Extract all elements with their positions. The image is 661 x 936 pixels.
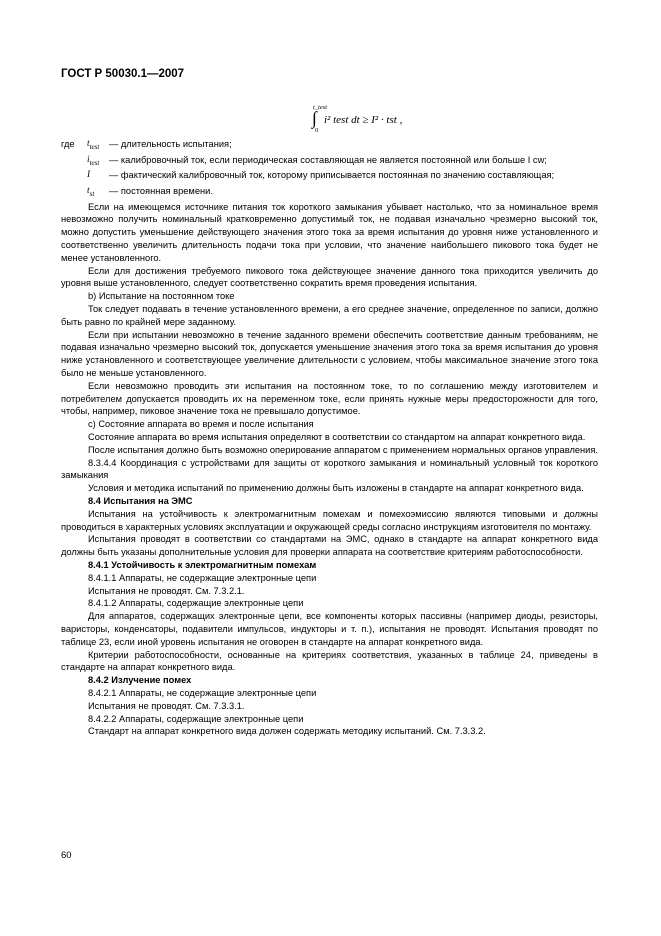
document-header: ГОСТ Р 50030.1—2007 xyxy=(61,68,185,80)
page-number: 60 xyxy=(61,850,72,861)
paragraph: 8.4.2.2 Аппараты, содержащие электронные цепи xyxy=(88,713,304,724)
paragraph: Ток следует подавать в течение установленного времени, а его среднее значение, определенное по записи, должно быть равно по крайней мере заданному. xyxy=(61,304,598,327)
paragraph: с) Состояние аппарата во время и после испытания xyxy=(88,419,314,430)
paragraph: Если невозможно проводить эти испытания на постоянном токе, то по соглашению между изготовителем и потребителем допускается проводить их на переменном токе, если принять нужные меры предосторожности для того, чтобы, например, пиковое значение тока не превышало допустимое. xyxy=(61,380,598,417)
paragraph: Испытания не проводят. См. 7.3.2.1. xyxy=(88,585,245,596)
section-heading: 8.4.1 Устойчивость к электромагнитным помехам xyxy=(88,559,317,570)
paragraph: Если при испытании невозможно в течение заданного времени обеспечить соответствие данным требованиям, не подавая изначально чрезмерно высокий ток, допускается уменьшение значения этого тока за время испытания до уровня ниже установленного и соответствующее увеличение длительности с условием, чтобы максимальное значение этого тока было не меньше установленного. xyxy=(61,329,598,378)
paragraph: После испытания должно быть возможно оперирование аппаратом с применением нормальных органов управления. xyxy=(88,444,598,455)
paragraph: Если для достижения требуемого пикового тока действующее значение данного тока приходится увеличить до уровня выше установленного, следует соответственно сократить время проведения испытания. xyxy=(61,265,598,289)
paragraph: Если на имеющемся источнике питания ток короткого замыкания убывает настолько, что за номинальное время невозможно получить номинальный кратковременно допустимый ток, не подавая изначально чрезмерно высокий ток, можно допустить уменьшение действующего значения этого тока за время испытания до уровня ниже установленного и соответственно увеличить длительность подачи тока при условии, что значение наибольшего пикового тока будет не менее установленного. xyxy=(61,201,598,263)
paragraphs xyxy=(61,201,598,738)
symbol-subscript: st xyxy=(89,189,95,198)
definition-prefix xyxy=(61,169,87,185)
definition-text: — постоянная времени. xyxy=(109,185,213,196)
paragraph: Испытания не проводят. См. 7.3.3.1. xyxy=(88,700,245,711)
paragraph: Испытания проводят в соответствии со стандартами на ЭМС, однако в стандарте на аппарат конкретного вида должны быть указаны дополнительные условия для проверки аппарата на соответствие критериям работоспособности. xyxy=(61,534,598,558)
paragraph: Стандарт на аппарат конкретного вида должен содержать методику испытаний. См. 7.3.3.2. xyxy=(88,726,486,737)
paragraph: Критерии работоспособности, основанные на критериях соответствия, указанных в таблице 24, приведены в стандарте на аппарат конкретного вида. xyxy=(61,649,598,673)
definitions-list xyxy=(61,138,598,201)
paragraph: 8.4.2.1 Аппараты, не содержащие электронные цепи xyxy=(88,687,317,698)
definition-row xyxy=(61,185,598,201)
formula-expression: i² test dt ≥ I² · tst , xyxy=(324,114,403,126)
document-body xyxy=(61,138,598,738)
symbol-letter: I xyxy=(87,170,91,181)
definition-symbol xyxy=(87,169,109,185)
definition-symbol xyxy=(87,154,109,170)
paragraph: b) Испытание на постоянном токе xyxy=(88,291,235,302)
integral-formula xyxy=(310,104,460,136)
symbol-letter: t xyxy=(87,139,90,149)
paragraph: Для аппаратов, содержащих электронные цепи, все компоненты которых пассивны (например диоды, резисторы, варисторы, конденсаторы, подавители импульсов, индукторы и т. п.), испытания не проводят. Испытания проводят по таблице 23, если иной уровень испытания не оговорен в стандарте на аппарат конкретного вида. xyxy=(61,611,598,647)
definition-text: — калибровочный ток, если периодическая составляющая не является постоянной или больше I cw; xyxy=(109,154,547,165)
paragraph: Состояние аппарата во время испытания определяют в соответствии со стандартом на аппарат конкретного вида. xyxy=(88,431,586,442)
definition-row xyxy=(61,169,598,185)
definition-symbol xyxy=(87,138,109,154)
definition-prefix xyxy=(61,185,87,201)
section-heading: 8.4.2 Излучение помех xyxy=(88,675,192,686)
paragraph: 8.3.4.4 Координация с устройствами для защиты от короткого замыкания и номинальный условный ток короткого замыкания xyxy=(61,457,598,481)
definition-row xyxy=(61,138,598,154)
paragraph: Испытания на устойчивость к электромагнитным помехам и помехоэмиссию являются типовыми и должны проводиться в характерных условиях эксплуатации и окружающей среды согласно инструкциям изготовителя по монтажу. xyxy=(61,508,598,532)
definition-symbol xyxy=(87,185,109,201)
definition-prefix: где xyxy=(61,139,75,149)
paragraph: Условия и методика испытаний по применению должны быть изложены в стандарте на аппарат конкретного вида. xyxy=(88,483,584,494)
integral-lower-limit: 0 xyxy=(315,127,319,134)
integral-upper-limit: t_test xyxy=(313,104,328,111)
definition-prefix xyxy=(61,154,87,170)
definition-text: — длительность испытания; xyxy=(109,139,232,149)
integral-sign-icon: ∫ xyxy=(312,108,317,128)
definition-row xyxy=(61,154,598,170)
definition-text: — фактический калибровочный ток, которому приписывается постоянная по значению составляющая; xyxy=(109,170,555,181)
symbol-letter: i xyxy=(87,154,90,165)
paragraph: 8.4.1.2 Аппараты, содержащие электронные цепи xyxy=(88,598,304,609)
paragraph: 8.4.1.1 Аппараты, не содержащие электронные цепи xyxy=(88,572,317,583)
section-heading: 8.4 Испытания на ЭМС xyxy=(88,495,193,506)
symbol-subscript: test xyxy=(89,158,100,167)
symbol-subscript: test xyxy=(89,142,100,151)
symbol-letter: t xyxy=(87,185,90,196)
